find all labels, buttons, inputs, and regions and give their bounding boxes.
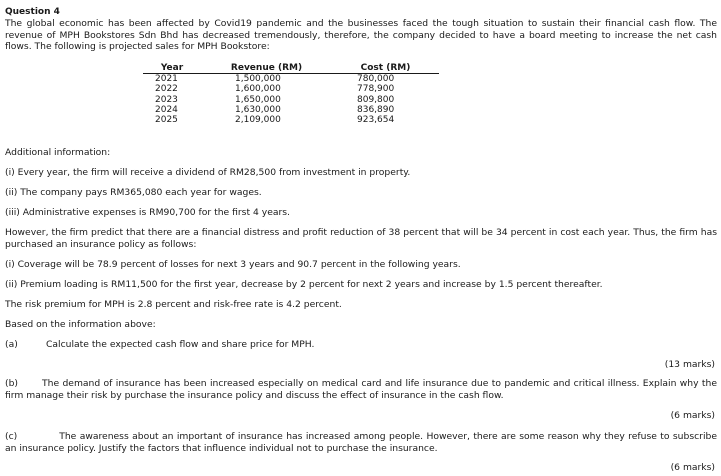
info-item-ii: (ii) The company pays RM365,080 each year for wages. bbox=[5, 187, 262, 198]
cell-cost: 780,000 bbox=[357, 74, 395, 85]
additional-info-heading: Additional information: bbox=[5, 147, 111, 158]
part-a-text: Calculate the expected cash flow and share price for MPH. bbox=[46, 339, 315, 350]
header-cost: Cost (RM) bbox=[332, 63, 439, 74]
header-year: Year bbox=[143, 63, 201, 74]
cell-revenue: 1,650,000 bbox=[235, 94, 281, 105]
cell-revenue: 1,500,000 bbox=[235, 74, 281, 85]
part-b-label: (b) bbox=[5, 378, 19, 389]
cell-cost: 836,890 bbox=[357, 104, 395, 115]
table-row bbox=[143, 105, 439, 115]
part-c-marks: (6 marks) bbox=[670, 462, 715, 473]
cell-revenue: 1,600,000 bbox=[235, 84, 281, 95]
distress-paragraph: However, the firm predict that there are a financial distress and profit reduction of 38 percent that will be 34 percent in cost each year. Thus, the firm has purchased an insurance policy as follows: bbox=[5, 227, 717, 250]
part-b-text: The demand of insurance has been increased especially on medical card and life insurance due to pandemic and critical illness. Explain why the firm manage their risk by purchase the insurance policy and discuss the effect of insurance in the cash flow. bbox=[5, 378, 717, 401]
part-c-label: (c) bbox=[5, 431, 18, 442]
part-b-block bbox=[5, 378, 717, 401]
cell-cost: 809,800 bbox=[357, 94, 395, 105]
info-item-iii: (iii) Administrative expenses is RM90,700 for the first 4 years. bbox=[5, 207, 290, 218]
table-header-row bbox=[143, 63, 439, 74]
part-a-label: (a) bbox=[5, 339, 18, 350]
cell-year: 2024 bbox=[155, 104, 178, 115]
cell-year: 2022 bbox=[155, 84, 178, 95]
cell-year: 2023 bbox=[155, 94, 178, 105]
question-title: Question 4 bbox=[5, 7, 60, 17]
table-row bbox=[143, 115, 439, 125]
part-c-text: The awareness about an important of insurance has increased among people. However, there are some reason why they refuse to subscribe an insurance policy. Justify the factors that influence individual not to purchase the insurance. bbox=[5, 431, 717, 454]
part-b-marks: (6 marks) bbox=[670, 410, 715, 421]
part-c-block bbox=[5, 431, 717, 454]
cell-revenue: 1,630,000 bbox=[235, 104, 281, 115]
cell-revenue: 2,109,000 bbox=[235, 115, 281, 126]
policy-item-i: (i) Coverage will be 78.9 percent of losses for next 3 years and 90.7 percent in the following years. bbox=[5, 259, 461, 270]
based-on-heading: Based on the information above: bbox=[5, 319, 156, 330]
cell-year: 2025 bbox=[155, 115, 178, 126]
risk-statement: The risk premium for MPH is 2.8 percent and risk-free rate is 4.2 percent. bbox=[5, 299, 342, 310]
cell-cost: 923,654 bbox=[357, 115, 395, 126]
policy-item-ii: (ii) Premium loading is RM11,500 for the first year, decrease by 2 percent for next 2 years and increase by 1.5 percent thereafter. bbox=[5, 279, 603, 290]
cell-year: 2021 bbox=[155, 74, 178, 85]
table-row bbox=[143, 95, 439, 105]
info-item-i: (i) Every year, the firm will receive a dividend of RM28,500 from investment in property. bbox=[5, 167, 411, 178]
intro-paragraph: The global economic has been affected by Covid19 pandemic and the businesses faced the tough situation to sustain their financial cash flow. The revenue of MPH Bookstores Sdn Bhd has decreased tremendously, therefore, the company decided to have a board meeting to increase the net cash flows. The following is projected sales for MPH Bookstore: bbox=[5, 18, 717, 52]
table-row bbox=[143, 84, 439, 94]
cell-cost: 778,900 bbox=[357, 84, 395, 95]
part-a-marks: (13 marks) bbox=[664, 359, 715, 370]
header-revenue: Revenue (RM) bbox=[201, 63, 332, 74]
table-row bbox=[143, 74, 439, 85]
projected-sales-table bbox=[143, 63, 439, 125]
